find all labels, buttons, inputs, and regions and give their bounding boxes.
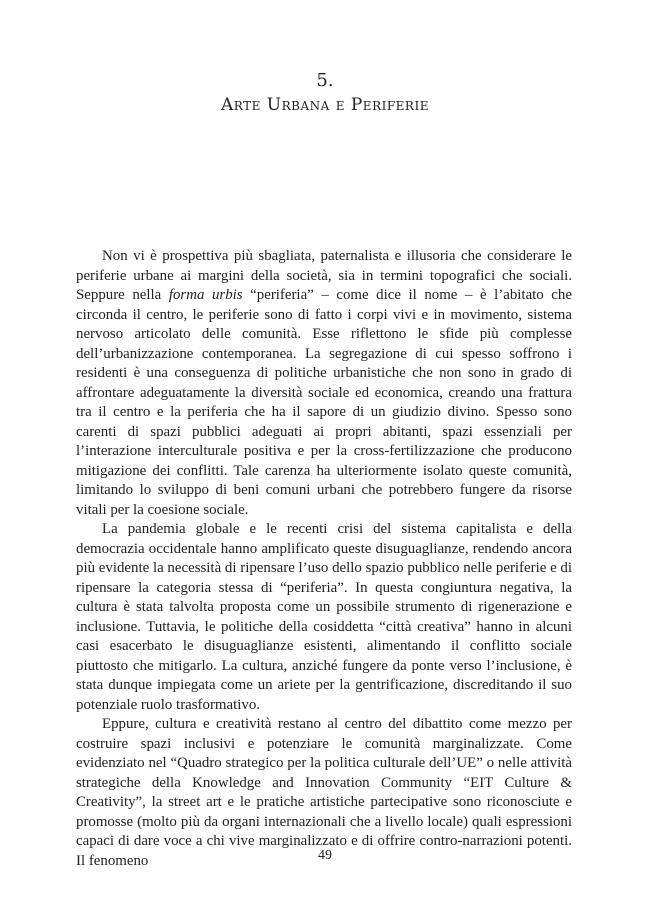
body-text <box>76 247 572 871</box>
paragraph-1-part-1: Non vi è prospettiva più sbagliata, paternalista e illusoria che considerare le periferie urbane ai margini della società, sia in termini topografici che sociali. Seppure nella <box>76 248 572 303</box>
latin-term: forma urbis <box>168 287 243 303</box>
paragraph-1-part-2: “periferia” – come dice il nome – è l’abitato che circonda il centro, le periferie sono di fatto i corpi vivi e in movimento, sistema nervoso articolato delle comunità. Esse riflettono le sfide più complesse dell’urbanizzazione contemporanea. La segregazione di cui spesso soffrono i residenti è una conseguenza di politiche urbanistiche che non sono in grado di affrontare adeguatamente la diversità sociale ed economica, creando una frattura tra il centro e la periferia che ha il sapore di un giudizio divino. Spesso sono carenti di spazi pubblici adeguati ai propri abitanti, spazi essenziali per l’interazione interculturale positiva e per la cross-fertilizzazione che producono mitigazione dei conflitti. Tale carenza ha ulteriormente isolato queste comunità, limitando lo sviluppo di beni comuni urbani che potrebbero fungere da risorse vitali per la coesione sociale. <box>76 287 572 518</box>
chapter-title: Arte Urbana e Periferie <box>221 95 429 115</box>
paragraph-1 <box>76 247 572 520</box>
chapter-number: 5. <box>316 70 334 91</box>
paragraph-2: La pandemia globale e le recenti crisi del sistema capitalista e della democrazia occidentale hanno amplificato queste disuguaglianze, rendendo ancora più evidente la necessità di ripensare l’uso dello spazio pubblico nelle periferie e di ripensare la categoria stessa di “periferia”. In questa congiuntura negativa, la cultura è stata talvolta proposta come un possibile strumento di rigenerazione e inclusione. Tuttavia, le politiche della cosiddetta “città creativa” hanno in alcuni casi esacerbato le disuguaglianze esistenti, alimentando il conflitto sociale piuttosto che mitigarlo. La cultura, anziché fungere da ponte verso l’inclusione, è stata dunque impiegata come un ariete per la gentrificazione, discreditando il suo potenziale ruolo trasformativo. <box>76 521 572 713</box>
page-number: 49 <box>318 848 332 863</box>
paragraph-3: Eppure, cultura e creatività restano al centro del dibattito come mezzo per costruire spazi inclusivi e potenziare le comunità marginalizzate. Come evidenziato nel “Quadro strategico per la politica culturale dell’UE” o nelle attività strategiche della Knowledge and Innovation Community “EIT Culture & Creativity”, la street art e le pratiche artistiche partecipative sono riconosciute e promosse (molto più da organi internazionali che a livello locale) quali espressioni capaci di dare voce a chi vive marginalizzato e di offrire contro-narrazioni potenti. Il fenomeno <box>76 716 572 869</box>
